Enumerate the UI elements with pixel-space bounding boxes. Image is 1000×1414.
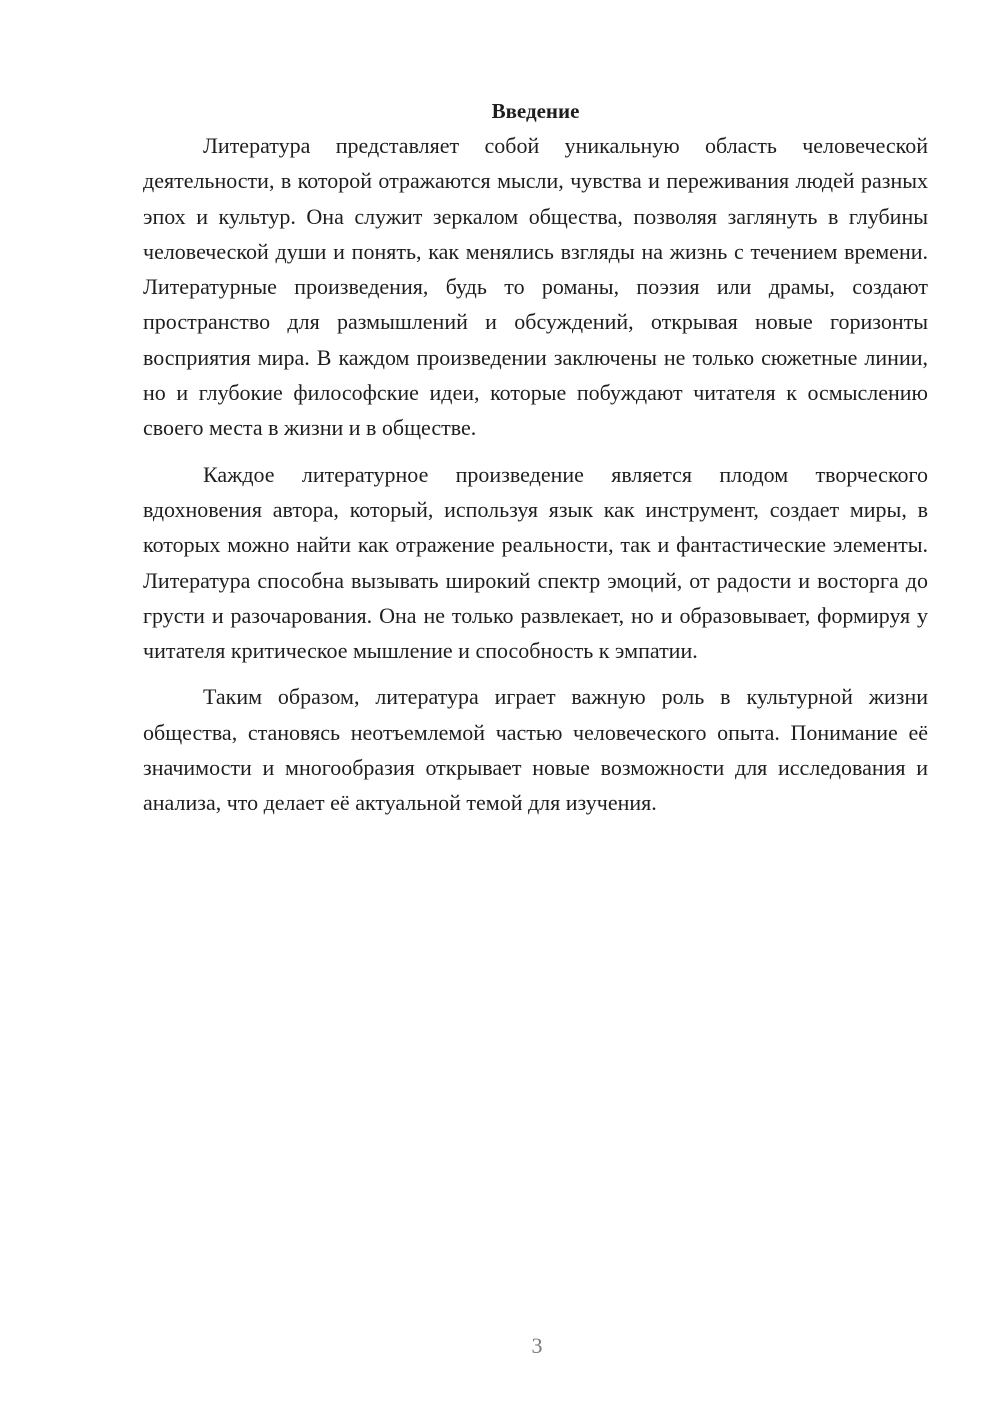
paragraph-1: Литература представляет собой уникальную область человеческой деятельности, в которой отражаются мысли, чувства и переживания людей разных эпох и культур. Она служит зеркалом общества, позволяя заглянуть в глубины человеческой души и понять, как менялись взгляды на жизнь с течением времени. Литературные произведения, будь то романы, поэзия или драмы, создают пространство для размышлений и обсуждений, открывая новые горизонты восприятия мира. В каждом произведении заключены не только сюжетные линии, но и глубокие философские идеи, которые побуждают читателя к осмыслению своего места в жизни и в обществе. bbox=[143, 133, 928, 441]
paragraph-3: Таким образом, литература играет важную роль в культурной жизни общества, становясь неотъемлемой частью человеческого опыта. Понимание её значимости и многообразия открывает новые возможности для исследования и анализа, что делает её актуальной темой для изучения. bbox=[143, 684, 928, 816]
section-title: Введение bbox=[491, 99, 580, 123]
page-content bbox=[143, 94, 928, 832]
page-number: 3 bbox=[531, 1333, 543, 1358]
paragraph-2: Каждое литературное произведение является плодом творческого вдохновения автора, который, используя язык как инструмент, создает миры, в которых можно найти как отражение реальности, так и фантастические элементы. Литература способна вызывать широкий спектр эмоций, от радости и восторга до грусти и разочарования. Она не только развлекает, но и образовывает, формируя у читателя критическое мышление и способность к эмпатии. bbox=[143, 461, 928, 664]
